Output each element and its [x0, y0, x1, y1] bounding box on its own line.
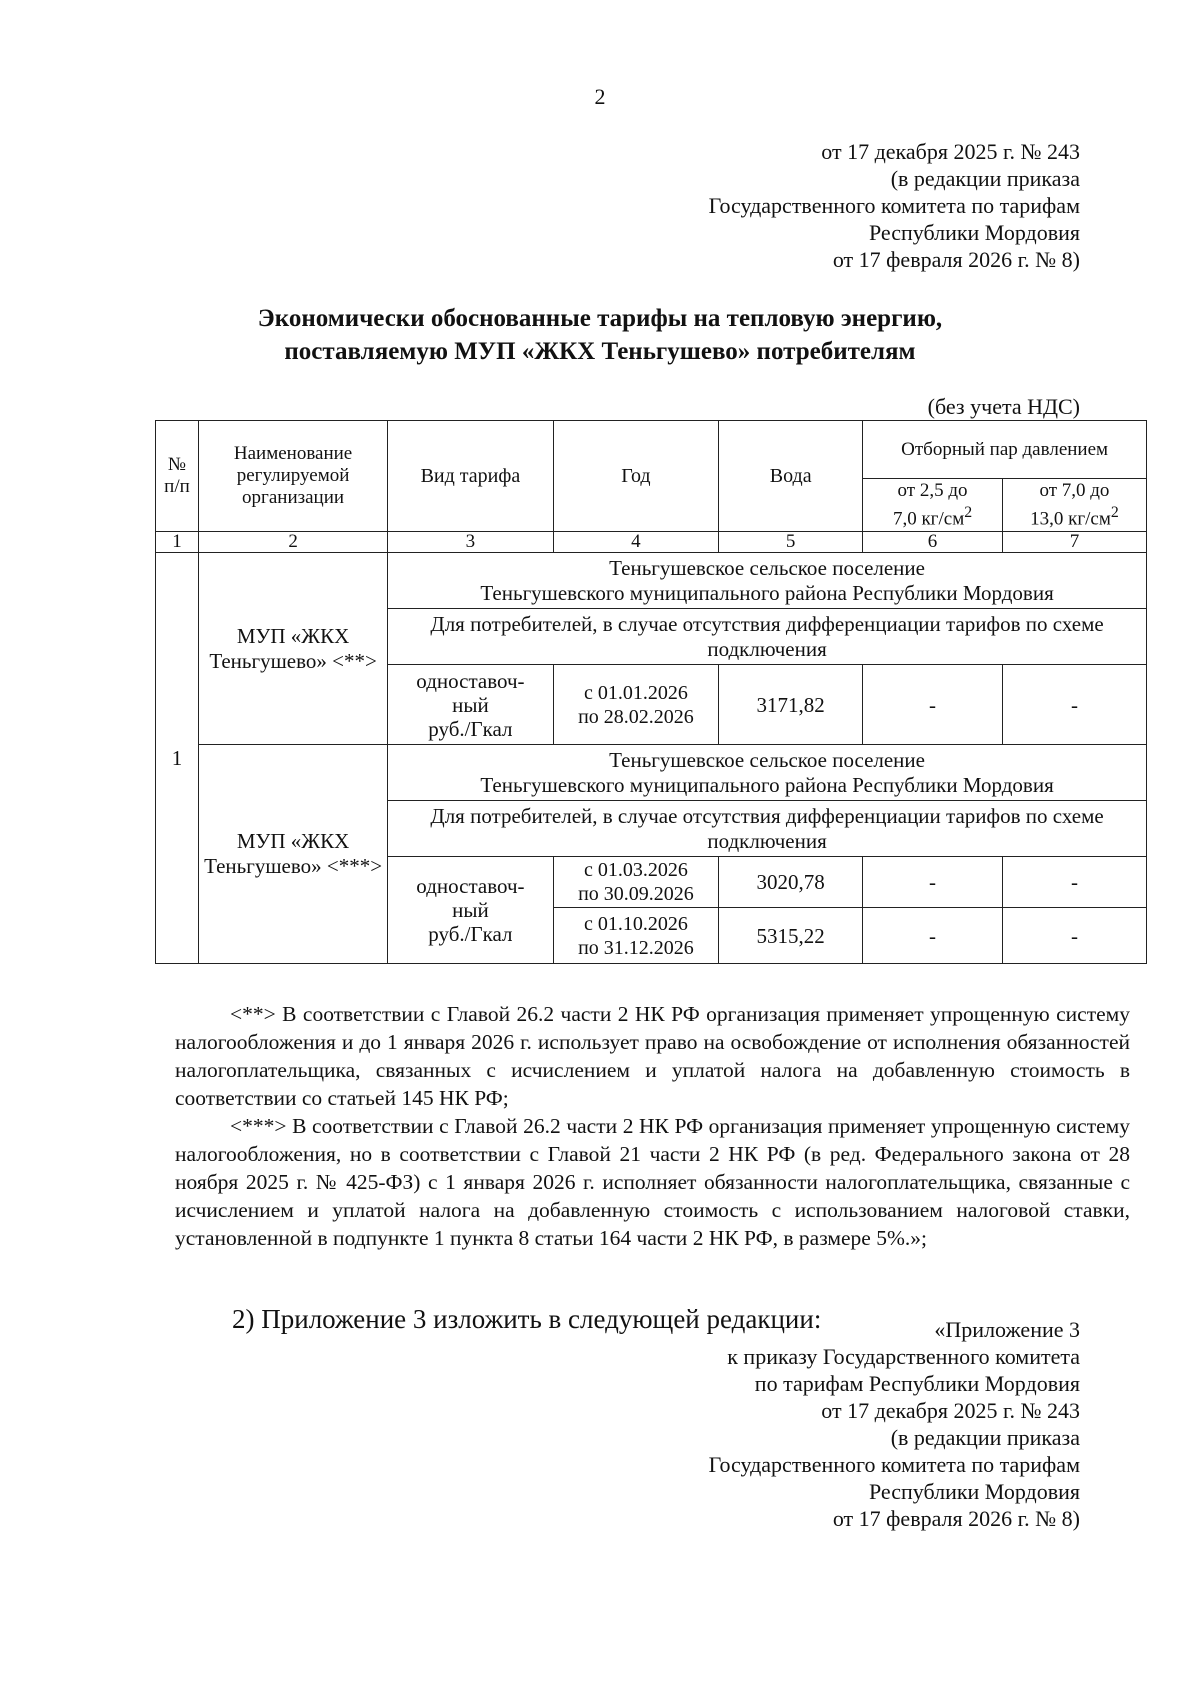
tariff-type-b: ный [452, 898, 489, 923]
header-tariff-type: Вид тарифа [388, 421, 554, 532]
annex-line: Республики Мордовия [868, 1479, 1080, 1504]
item-2-heading: 2) Приложение 3 изложить в следующей редакции: [232, 1304, 822, 1334]
table-header-row [156, 421, 1147, 479]
annex-line: к приказу Государственного комитета [727, 1344, 1080, 1369]
vat-note: (без учета НДС) [927, 394, 1080, 419]
period-from: с 01.01.2026 [583, 681, 688, 704]
period-from: с 01.03.2026 [583, 859, 688, 882]
row-number: 1 [156, 553, 199, 964]
annex-line: «Приложение 3 [934, 1317, 1080, 1342]
document-title [0, 302, 1200, 368]
org-name: МУП «ЖКХ Теньгушево» <**> [198, 553, 387, 745]
annex-reference [709, 1316, 1080, 1532]
consumer-note: Для потребителей, в случае отсутствия дифференциации тарифов по схеме подключения [388, 609, 1147, 665]
header-steam-high-b: 13,0 кг/см [1030, 508, 1111, 530]
period-to: по 30.09.2026 [578, 883, 694, 906]
tariff-table [155, 420, 1147, 964]
annex-line: от 17 декабря 2025 г. № 243 [821, 1398, 1080, 1423]
header-line: (в редакции приказа [890, 166, 1080, 191]
tariff-type-c: руб./Гкал [428, 922, 513, 947]
header-num: № п/п [156, 421, 199, 532]
column-number: 5 [719, 532, 863, 553]
header-steam-high-a: от 7,0 до [1039, 480, 1110, 501]
column-number-row [156, 532, 1147, 553]
column-number: 6 [863, 532, 1003, 553]
superscript: 2 [964, 504, 973, 521]
header-steam-low [863, 479, 1003, 532]
steam-low-value: - [863, 857, 1003, 908]
header-line: от 17 февраля 2026 г. № 8) [832, 247, 1080, 272]
period-to: по 31.12.2026 [578, 936, 694, 959]
region-name [388, 553, 1147, 609]
footnote-2: <***> В соответствии с Главой 26.2 части 2 НК РФ организация применяет упрощенную систему налогообложения, но в соответствии с Главой 21 части 2 НК РФ (в ред. Федерального закона от 28 ноября 2025 г. № 425-ФЗ) с 1 января 2026 г. исполняет обязанности налогоплательщика, связанные с исчислением и уплатой налога на добавленную стоимость с использованием налоговой ставки, установленной в подпункте 1 пункта 8 статьи 164 части 2 НК РФ, в размере 5%.»; [175, 1114, 1130, 1250]
table-row [156, 553, 1147, 609]
header-steam-low-b: 7,0 кг/см [892, 508, 965, 530]
header-steam: Отборный пар давлением [863, 421, 1147, 479]
title-line-2: поставляемую МУП «ЖКХ Теньгушево» потребителям [284, 338, 916, 365]
org-name: МУП «ЖКХ Теньгушево» <***> [198, 745, 387, 964]
column-number: 7 [1002, 532, 1146, 553]
tariff-type-b: ный [452, 692, 489, 717]
period [553, 857, 719, 908]
annex-line: (в редакции приказа [890, 1425, 1080, 1450]
water-value: 3171,82 [719, 665, 863, 745]
column-number: 2 [198, 532, 387, 553]
column-number: 1 [156, 532, 199, 553]
column-number: 4 [553, 532, 719, 553]
table-row [156, 745, 1147, 801]
region-name [388, 745, 1147, 801]
header-steam-high [1002, 479, 1146, 532]
period [553, 908, 719, 964]
steam-high-value: - [1002, 665, 1146, 745]
header-year: Год [553, 421, 719, 532]
annex-line: по тарифам Республики Мордовия [754, 1371, 1080, 1396]
annex-line: Государственного комитета по тарифам [708, 1452, 1080, 1477]
tariff-type [388, 665, 554, 745]
header-line: Республики Мордовия [868, 220, 1080, 245]
title-line-1: Экономически обоснованные тарифы на тепловую энергию, [257, 305, 943, 332]
steam-low-value: - [863, 908, 1003, 964]
tariff-type-a: одноставоч- [416, 874, 525, 899]
period-from: с 01.10.2026 [583, 912, 688, 935]
header-line: от 17 декабря 2025 г. № 243 [821, 139, 1080, 164]
header-water: Вода [719, 421, 863, 532]
region-line-1: Теньгушевское сельское поселение [609, 555, 925, 580]
steam-high-value: - [1002, 908, 1146, 964]
consumer-note: Для потребителей, в случае отсутствия дифференциации тарифов по схеме подключения [388, 801, 1147, 857]
steam-low-value: - [863, 665, 1003, 745]
tariff-type-c: руб./Гкал [428, 716, 513, 741]
period [553, 665, 719, 745]
header-line: Государственного комитета по тарифам [708, 193, 1080, 218]
period-to: по 28.02.2026 [578, 705, 694, 728]
superscript: 2 [1110, 504, 1119, 521]
region-line-2: Теньгушевского муниципального района Республики Мордовия [480, 772, 1054, 797]
header-steam-low-a: от 2,5 до [897, 480, 968, 501]
footnotes [175, 1000, 1130, 1252]
water-value: 3020,78 [719, 857, 863, 908]
region-line-2: Теньгушевского муниципального района Республики Мордовия [480, 580, 1054, 605]
water-value: 5315,22 [719, 908, 863, 964]
tariff-type-a: одноставоч- [416, 668, 525, 693]
region-line-1: Теньгушевское сельское поселение [609, 747, 925, 772]
header-org: Наименование регулируемой организации [198, 421, 387, 532]
tariff-type [388, 857, 554, 964]
order-reference-header [709, 138, 1080, 273]
page-number: 2 [594, 84, 606, 109]
steam-high-value: - [1002, 857, 1146, 908]
annex-line: от 17 февраля 2026 г. № 8) [832, 1506, 1080, 1531]
footnote-1: <**> В соответствии с Главой 26.2 части 2 НК РФ организация применяет упрощенную систему налогообложения и до 1 января 2026 г. использует право на освобождение от исполнения обязанностей налогоплательщика, связанных с исчислением и уплатой налога на добавленную стоимость в соответствии со статьей 145 НК РФ; [175, 1002, 1130, 1110]
column-number: 3 [388, 532, 554, 553]
